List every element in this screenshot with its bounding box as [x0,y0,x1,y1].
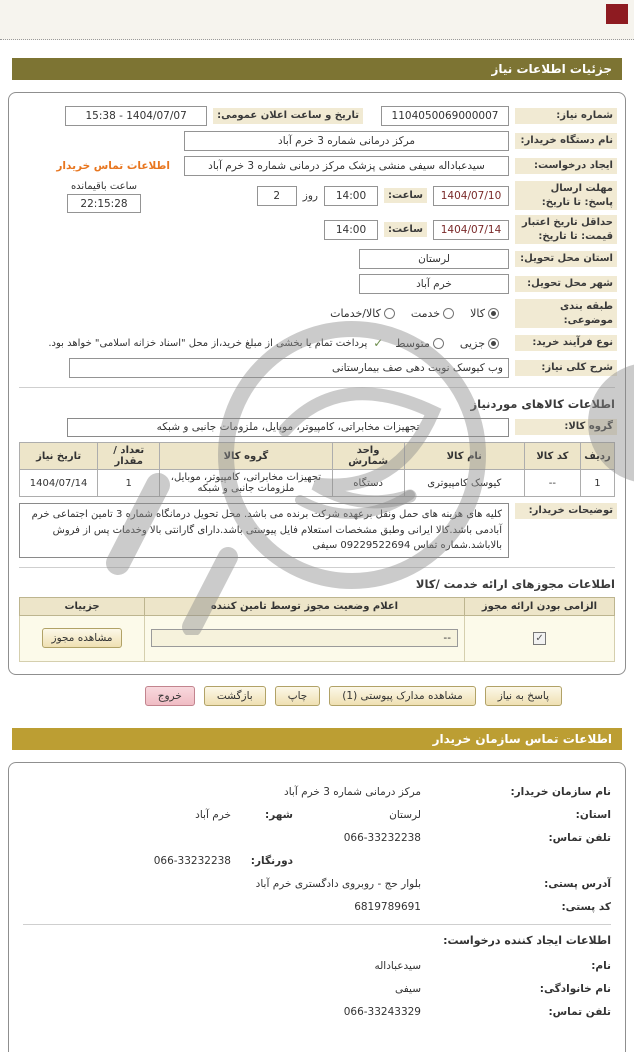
action-buttons-row [14,686,620,706]
org-name-row [23,785,611,800]
radio-option-goods-label: کالا [470,307,485,320]
address-row [23,877,611,892]
buyer-org-label: نام دستگاه خریدار: [515,133,617,149]
reply-deadline-time-label: ساعت: [384,188,427,204]
province-label: استان: [575,809,611,821]
goods-col-code: کد کالا [524,443,580,470]
radio-option-medium-label: متوسط [395,336,430,350]
creator-first-name-label: نام: [591,960,611,972]
creator-phone-label: تلفن تماس: [548,1006,611,1018]
license-required-checkbox[interactable] [533,632,546,645]
section-divider [19,567,615,568]
goods-col-group: گروه کالا [160,443,332,470]
goods-cell-code: -- [524,470,580,497]
exit-button[interactable]: خروج [145,686,195,706]
license-required-cell [465,615,615,661]
need-description-label: شرح کلی نیاز: [515,360,617,376]
radio-option-service[interactable] [411,307,454,320]
province-value: لرستان [389,809,421,821]
radio-option-minor[interactable] [460,337,499,350]
buyer-notes-row [17,503,617,558]
goods-table-row [20,470,615,497]
print-button[interactable]: چاپ [275,686,321,706]
address-label: آدرس پستی: [544,878,611,890]
radio-selected-icon [488,308,499,319]
creator-first-name-value: سیدعباداله [374,960,421,972]
delivery-province-row [17,249,617,269]
view-attachments-button[interactable]: مشاهده مدارک پیوستی (1) [329,686,475,706]
address-value: بلوار حج - روبروی دادگستری خرم آباد [255,878,421,890]
radio-icon [433,338,444,349]
goods-group-row [17,417,617,437]
remaining-time-widget [67,181,141,213]
purchase-process-row [17,333,617,353]
phone-label: تلفن تماس: [548,832,611,844]
creator-last-name-row [23,982,611,997]
buyer-org-field[interactable]: مرکز درمانی شماره 3 خرم آباد [184,131,509,151]
creator-last-name-label: نام خانوادگی: [539,983,611,995]
radio-option-medium[interactable] [395,337,444,350]
radio-option-minor-label: جزیی [459,336,485,350]
goods-cell-group: تجهیزات مخابراتی، کامپیوتر، موبایل، ملزومات جانبی و شبکه [160,470,332,497]
announce-datetime-field[interactable]: 1404/07/07 - 15:38 [65,106,207,126]
goods-table [19,442,615,497]
license-col-required: الزامی بودن ارائه مجوز [465,597,615,615]
fax-label: دورنگار: [250,855,293,867]
reply-deadline-time-field[interactable]: 14:00 [324,186,378,206]
goods-cell-quantity: 1 [98,470,160,497]
request-creator-field[interactable]: سیدعباداله سیفی منشی پزشک مرکز درمانی شماره 3 خرم آباد [184,156,509,176]
price-validity-label: حداقل تاریخ اعتبار قیمت: تا تاریخ: [515,215,617,244]
request-creator-row [17,156,617,176]
days-remaining-field[interactable]: 2 [257,186,297,206]
buyer-contact-panel [8,762,626,1052]
deadline-block [17,181,617,244]
license-table [19,597,615,662]
buyer-org-row [17,131,617,151]
goods-group-label: گروه کالا: [515,419,617,435]
radio-option-service-label: خدمت [410,307,441,320]
license-col-status: اعلام وضعیت مجوز توسط تامین کننده [145,597,465,615]
creator-phone-value: 066-33243329 [343,1006,421,1018]
delivery-city-field[interactable]: خرم آباد [359,274,509,294]
city-value: خرم آباد [195,809,231,821]
price-validity-time-field[interactable]: 14:00 [324,220,378,240]
page-title: جزئیات اطلاعات نیاز [12,58,622,80]
license-table-header-row [20,597,615,615]
creator-last-name-value: سیفی [394,983,421,995]
back-button[interactable]: بازگشت [204,686,266,706]
view-license-button[interactable]: مشاهده مجوز [42,628,123,648]
goods-table-header-row [20,443,615,470]
checkbox-check-icon: ✓ [535,632,544,644]
need-description-field[interactable]: وب کیوسک نوبت دهی صف بیمارستانی [69,358,509,378]
radio-icon [443,308,454,319]
province-city-row [23,808,611,823]
treasury-check-icon: ✓ [373,336,384,350]
radio-selected-icon [488,338,499,349]
goods-col-row-number: ردیف [580,443,614,470]
delivery-province-field[interactable]: لرستان [359,249,509,269]
license-col-details: جزییات [20,597,145,615]
price-validity-time-label: ساعت: [384,222,427,238]
top-strip [0,0,634,40]
goods-col-name: نام کالا [404,443,524,470]
need-description-row [17,358,617,378]
fax-row [23,854,611,869]
postal-code-row [23,900,611,915]
treasury-note: پرداخت تمام یا بخشی از مبلغ خرید،از محل "اسناد خزانه اسلامی" خواهد بود. [48,337,368,349]
goods-section-title: اطلاعات کالاهای موردنیاز [470,397,615,411]
buyer-notes-field[interactable]: کلیه های هزینه های حمل ونقل برعهده شرکت برنده می باشد. محل تحویل درمانگاه شماره 3 تامین اجتماعی خرم آبادمی باشد.کالا ایرانی وطبق مشخصات استعلام فایل پیوستی باشد.دارای گارانتی بالا وخدمات پس از فروش بالاباشد.شماره تماس 09229522694 سیفی [19,503,509,558]
goods-cell-row-number: 1 [580,470,614,497]
request-creator-label: ایجاد درخواست: [515,158,617,174]
goods-col-unit: واحد شمارش [332,443,404,470]
delivery-city-row [17,274,617,294]
radio-option-goods[interactable] [470,307,499,320]
respond-button[interactable]: پاسخ به نیاز [485,686,562,706]
buyer-contact-header: اطلاعات تماس سازمان خریدار [12,728,622,750]
org-name-value: مرکز درمانی شماره 3 خرم آباد [284,786,421,798]
need-number-row [17,106,617,126]
remaining-time-value: 22:15:28 [67,194,141,213]
price-validity-row [17,215,617,244]
reply-deadline-label: مهلت ارسال پاسخ: تا تاریخ: [515,181,617,210]
delivery-city-label: شهر محل تحویل: [515,276,617,292]
need-number-label: شماره نیاز: [515,108,617,124]
radio-icon [384,308,395,319]
license-status-field[interactable]: -- [151,629,458,647]
section-divider [19,387,615,388]
radio-option-goods-services[interactable] [330,307,395,320]
phone-value: 066-33232238 [343,832,421,844]
goods-cell-need-date: 1404/07/14 [20,470,98,497]
phone-row [23,831,611,846]
goods-col-need-date: تاریخ نیاز [20,443,98,470]
purchase-process-label: نوع فرآیند خرید: [515,335,617,351]
postal-code-value: 6819789691 [354,901,421,913]
reply-deadline-date-field[interactable]: 1404/07/10 [433,186,509,206]
org-name-label: نام سازمان خریدار: [510,786,611,798]
license-status-cell [145,615,465,661]
delivery-province-label: استان محل تحویل: [515,251,617,267]
license-section-title: اطلاعات مجوزهای ارائه خدمت /کالا [415,576,615,591]
license-details-cell [20,615,145,661]
price-validity-date-field[interactable]: 1404/07/14 [433,220,509,240]
subject-class-row [17,299,617,328]
subject-class-label: طبقه بندی موضوعی: [515,299,617,328]
creator-phone-row [23,1005,611,1020]
creator-first-name-row [23,959,611,974]
need-number-field[interactable]: 1104050069000007 [381,106,509,126]
announce-datetime-label: تاریخ و ساعت اعلان عمومی: [213,108,363,124]
need-details-panel [8,92,626,675]
remaining-time-label: ساعت باقیمانده [70,181,138,192]
buyer-notes-label: توضیحات خریدار: [515,503,617,519]
creator-contact-title: اطلاعات ایجاد کننده درخواست: [443,933,611,947]
goods-col-quantity: تعداد / مقدار [98,443,160,470]
city-label: شهر: [265,809,293,821]
license-table-row [20,615,615,661]
goods-cell-name: کیوسک کامپیوتری [404,470,524,497]
day-unit-label: روز [302,189,318,202]
goods-group-field[interactable]: تجهیزات مخابراتی، کامپیوتر، موبایل، ملزومات جانبی و شبکه [67,418,509,437]
radio-option-goods-services-label: کالا/خدمات [330,307,381,320]
buyer-contact-link[interactable]: اطلاعات تماس خریدار [56,160,170,172]
postal-code-label: کد پستی: [561,901,611,913]
top-corner-red-box [606,4,628,24]
goods-cell-unit: دستگاه [332,470,404,497]
fax-value: 066-33232238 [153,855,231,867]
contact-divider [23,924,611,925]
